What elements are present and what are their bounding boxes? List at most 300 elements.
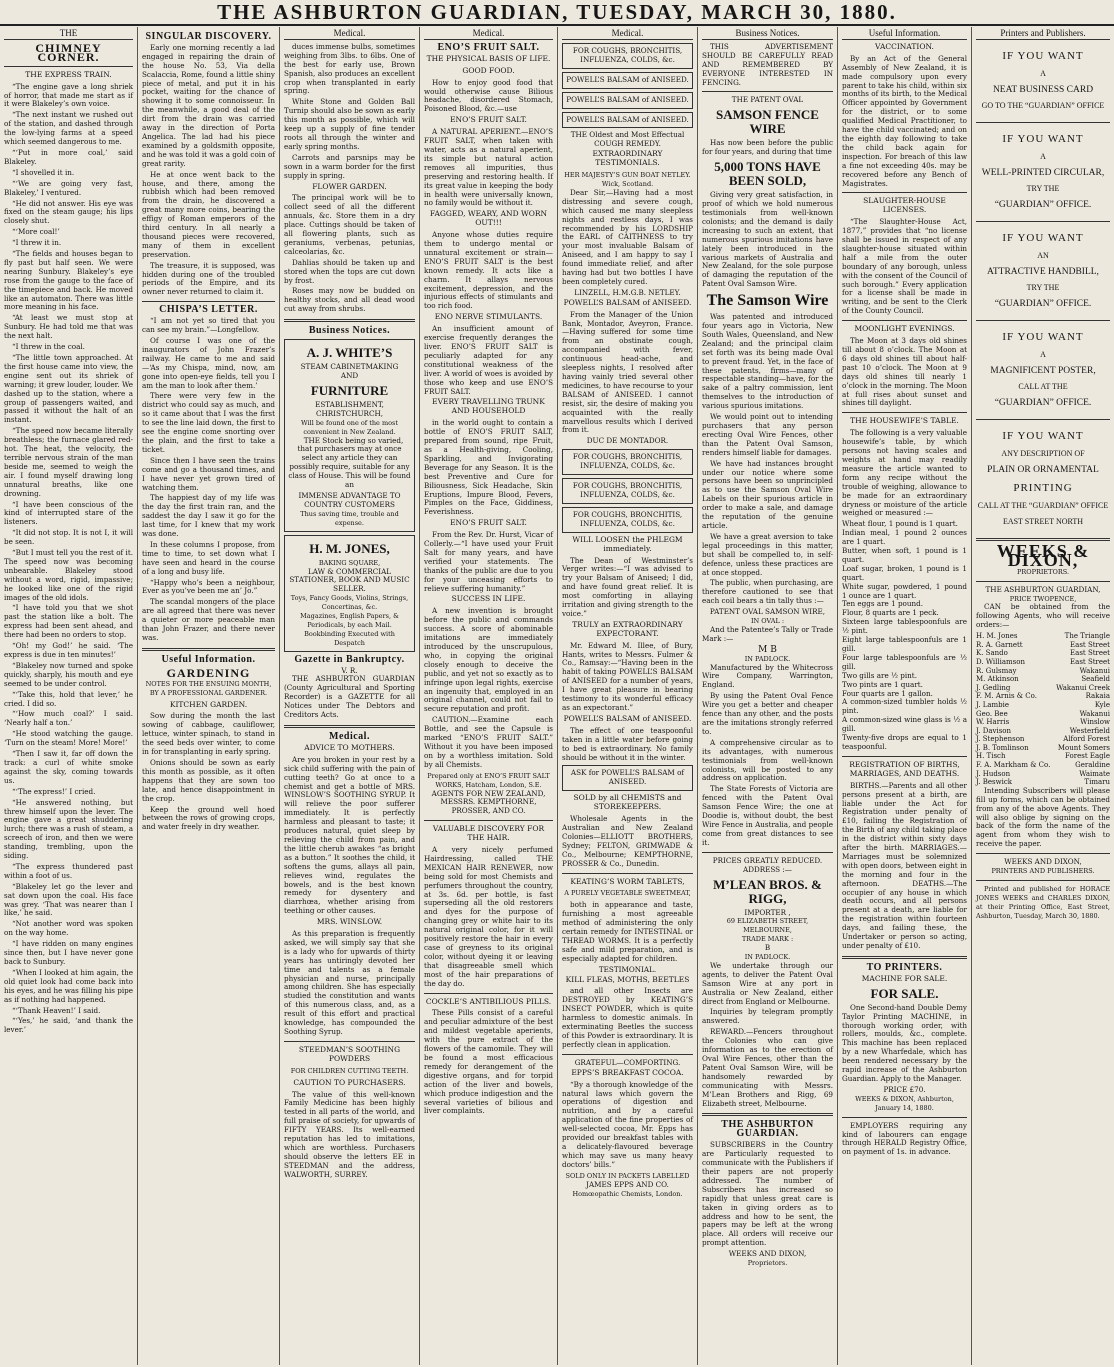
paragraph: “Blakeley let go the lever and sat down upon the coal. His face was grey. ‘That was nearer than I like,’ he said. [4,881,133,918]
article-body [142,44,275,297]
divider [424,993,553,994]
measure-line: Four quarts are 1 gallon. [842,688,933,698]
ad-address: EAST STREET NORTH [1002,516,1084,526]
paragraph: There were very few in the district who could say as much, and so it came about that I was the first to see the line laid down, the first to see the engine come snorting over the plain, and the first to take a ticket. [142,391,275,454]
imprint: Printed and published for HORACE JONES WEEKS and CHARLES DIXON, at their Printing Office, East Street, Ashburton, Tuesday, March 30, 1880. [976,885,1110,920]
housewife-title: THE HOUSEWIFE’S TABLE. [850,416,959,426]
paragraph: duces immense bulbs, sometimes weighing from 3lbs. to 6lbs. One of the best for early use, Brown Spanish, also produces an excellent crop when transplanted in early spring. [284,41,415,96]
printers-title: TO PRINTERS. [866,961,943,973]
price-line: PRICE TWOPENCE, [1009,594,1077,603]
paragraph: “Blakeley now turned and spoke quickly, sharply, his mouth and eye seemed to be under control. [4,660,133,688]
jones-trade: LAW & COMMERCIAL STATIONER, BOOK AND MUSIC SELLER. [289,566,410,594]
oldest-remedy: THE Oldest and Most Effectual COUGH REMEDY. [570,130,685,149]
gazette-body: THE ASHBURTON GUARDIAN (County Agricultural and Sporting Recorder) is a GAZETTE for all Notices under The Debtors and Creditors Acts. [284,674,415,720]
machine-price: PRICE £70. [883,1084,926,1094]
paragraph: “‘Put in more coal,’ said Blakeley. [4,147,133,166]
trade-b: B [764,943,771,953]
column-useful-info [838,27,972,1365]
measure-line: A common-sized tumbler holds ½ pint. [842,697,967,716]
paragraph: “He did not answer. His eye was fixed on the steam gauge; his lips closely shut. [4,198,133,226]
measures-list [842,520,967,752]
letter-title: CHISPA’S LETTER. [159,304,258,316]
sold-head: SOLD by all CHEMISTS and STOREKEEPERS. [573,793,682,812]
ad-office: “GUARDIAN” OFFICE. [994,397,1092,408]
paragraph: “He answered nothing, but threw himself upon the lever. The engine gave a great shuddering lurch; there was a rush of steam, a screech of iron, and then we were standing, trembling, upon the siding. [4,797,133,861]
proprietors: PROPRIETORS. [1016,567,1070,576]
agent-name: H. M. Jones [976,632,1018,641]
divider [142,301,275,302]
paragraph: Roses may now be budded on healthy stocks, and all dead wood cut away from shrubs. [284,286,415,314]
measure-line: A common-sized wine glass is ½ a gill. [842,715,967,734]
column-header: THE [4,29,133,40]
agent-row [976,744,1110,753]
paragraph: Early one morning recently a lad engaged in repairing the drain of the house No. 53, Via della Scalaccia, Rome, found a little shiny piece of metal, and put it in his pocket, waiting for the chance of showing it to some connoisseur. In the meanwhile, a good deal of the dirt from the drain was carried away in the direction of Porta Angelica. The lad had his piece examined by a goldsmith opposite, and he was told it was a gold coin of great rarity. [142,42,275,168]
ad-text: ANY DESCRIPTION OF [1001,448,1085,458]
agent-name: F. A. Markham & Co. [976,761,1051,770]
measure-line: Four large tablespoonfuls are ½ gill. [842,652,967,671]
sold-body: Wholesale Agents in the Australian and New Zealand Colonies—ELLIOTT BROTHERS, Sydney; FELTON, GRIMWADE & Co., Melbourne; KEMPTHORNE, PROSSER & Co., Dunedin. [562,814,693,868]
business-card-ad [976,50,1110,112]
extra-sub: HER MAJESTY’S GUN BOAT NETLEY. Wick, Scotland. [564,171,691,188]
agent-row [976,692,1110,701]
powell-ads [562,43,693,129]
column-header: Printers and Publishers. [976,29,1110,40]
agent-place: East Street [1070,640,1110,649]
tally: PATENT OVAL SAMSON WIRE, [709,607,826,617]
ad-text: NEAT BUSINESS CARD [992,84,1094,95]
truly-head: TRULY an EXTRAORDINARY EXPECTORANT. [572,619,683,638]
eno-agents: AGENTS FOR NEW ZEALAND, [431,788,546,798]
mclean-address: 69 ELIZABETH STREET, MELBOURNE, [726,917,809,935]
divider [842,192,967,193]
agent-place: Timaru [1084,778,1110,787]
epps-body: “By a thorough knowledge of the natural laws which govern the operations of digestion and nutrition, and by a careful application of the fine properties of well-selected cocoa, Mr. Epps has provided our breakfast tables with a delicately-flavoured beverage which may save us many heavy doctors’ bills.” [562,1079,693,1169]
agent-place: East Street [1070,649,1110,658]
column-header: Medical. [424,29,553,40]
measure-line: Two gills are ½ pint. [842,670,917,680]
epps-name: JAMES EPPS AND CO. [586,1179,669,1189]
advert-box: FOR COUGHS, BRONCHITIS, INFLUENZA, COLDS, &c. [562,43,693,69]
slaughter-body: “The Slaughter-House Act, 1877,” provides that “no license shall be issued in respect of any slaughter-house situated within half a mile from the outer boundary of any borough, unless with the consent of the Council of such borough.” Every application for a license shall be made in writing, and be sent to the Clerk of the County Council. [842,217,967,316]
advert-box: FOR COUGHS, BRONCHITIS, INFLUENZA, COLDS, &c. [562,507,693,533]
agent-place: Winslow [1080,718,1110,727]
divider [976,880,1110,881]
extra-sign: LINZELL, H.M.G.B. NETLEY. [574,287,681,297]
agent-name: R. A. Garnett [976,640,1023,649]
column-powell [558,27,698,1365]
agent-place: Wakanui Creek [1056,683,1110,692]
winslow-body: As this preparation is frequently asked, we will simply say that she is a lady who for upwards of thirty years has untiringly devoted her time and talents as a female physician and nurse, principally among children. She has especially studied the constitution and wants of this numerous class, and, as a result of this effort and practical knowledge, has compounded the Soothing Syrup. [284,929,415,1036]
agent-name: F. M. Arnis & Co. [976,692,1037,701]
ad-go: TRY THE [1026,183,1060,193]
jones-goods: Toys, Fancy Goods, Violins, Strings, Concertinas, &c. [290,594,409,612]
caution-body: CAUTION.—Examine each Bottle, and see the Capsule is marked “ENO’S FRUIT SALT.” Without it you have been imposed on by a worthless imitation. Sold by all Chemists. [424,715,553,769]
paragraph: Of course I was one of the inaugurators of John Frazer’s railway. He came to me and said—‘As my Chispa, mind, now, am gone into open-eye fields, tell you I am the man to look after them.’ [142,336,275,390]
agent-place: The Triangle [1064,632,1110,641]
agent-place: Westerfield [1069,726,1110,735]
agent-name: J. B. Tomlinson [976,743,1029,752]
paragraph: He at once went back to the house, and there, among the rubbish which had been removed from the drain, he discovered a great many more coins, bearing the effigy of Roman emperors of the third century. In all nearly a thousand pieces were recovered, many of them in excellent preservation. [142,169,275,259]
agent-place: Seafield [1081,675,1110,684]
divider [424,820,553,821]
keating-sub: A PURELY VEGETABLE SWEETMEAT, [564,889,691,898]
paragraph: “He stood watching the gauge. ‘Turn on the steam! More! More!’ [4,729,133,748]
powell-body: From the Manager of the Union Bank, Montador, Aveyron, France.—Having suffered for some time from an obstinate cough, accompanied with fever, continuous head-ache, and sleepless nights, I resolved after having vainly tried several other medicines, to have recourse to your BALSAM of ANISEED. I cannot resist, sir, the desire of making you acquainted with the really marvellous results which I derived from it. [562,309,693,435]
advert-box: FOR COUGHS, BRONCHITIS, INFLUENZA, COLDS, &c. [562,478,693,504]
column-header: Medical. [562,29,693,40]
gazette-title: Gazette in Bankruptcy. [294,653,405,665]
paragraph: White Stone and Golden Ball Turnip should also be sown as early this month as possible, which will keep up a supply of fine tender roots all through the winter and early spring months. [284,97,415,151]
paragraph: The treasure, it is supposed, was hidden during one of the troubled periods of the Empire, and its owner never returned to claim it. [142,260,275,297]
advert-box: POWELL’S BALSAM of ANISEED. [562,72,693,89]
eno-title: ENO’S FRUIT SALT. [437,41,540,53]
epps-foot: SOLD ONLY IN PACKETS LABELLED [565,1171,690,1180]
paragraph: “I have been conscious of the kind of interrupted stare of the listeners. [4,499,133,527]
ad-office: “GUARDIAN” OFFICE. [994,298,1092,309]
whitecross: Manufactured by the Whitecross Wire Company, Warrington, England. [702,662,833,690]
divider [842,1117,967,1118]
ad-lead: IF YOU WANT [1002,231,1084,244]
advert-box: FOR COUGHS, BRONCHITIS, INFLUENZA, COLDS, &c. [562,449,693,475]
nerve-head: ENO NERVE STIMULANTS. [434,312,543,322]
paragraph: Carrots and parsnips may be sown in a warm border for the first supply in spring. [284,152,415,180]
divider [702,1113,833,1116]
paragraph: “I am not yet so tired that you can see my brain.”—Longfellow. [142,316,275,335]
state-body: The State Forests of Victoria are fenced with the Patent Oval Samson Fence Wire; the one at Doodie is, without doubt, the best Wire Fence in Australia, and people come from great distances to see it. [702,784,833,847]
moon-body: The Moon at 3 days old shines till about 8 o’clock. The Moon at 6 days old shines till about half-past 10 o’clock. The Moon at 9 days old shines till nearly 1 o’clock in the morning. The Moon at full rises about sunset and shines till daylight. [842,336,967,408]
public-body: The public, when purchasing, are therefore cautioned to see that each coil bears a tin tally thus :— [702,578,833,606]
ad-text: PLAIN OR ORNAMENTAL [987,464,1099,475]
trade: TRADE MARK : [741,935,794,944]
divider [976,419,1110,420]
white-line: Will be found one of the most convenient in New Zealand. [301,418,398,436]
business-title: Business Notices. [308,325,391,337]
machine-sign: WEEKS & DIXON, Ashburton, January 14, 1880. [855,1094,954,1112]
printing-ad [976,430,1110,528]
paragraph: Keep the ground well hoed between the rows of growing crops, and water freely in dry weather. [142,804,275,832]
agent-place: Wakanui [1079,709,1110,718]
divider [142,648,275,651]
paragraph: The principal work will be to collect seed of all the different annuals, &c. Store them in a dry place. Cuttings should be taken of all flowering plants, such as geraniums, verbenas, petunias, calceolarias, &c. [284,193,415,256]
gardening-body [142,712,275,832]
machine-title: MACHINE FOR SALE. [861,973,948,983]
paragraph: “Oh! my God!’ he said. ‘The express is due in ten minutes!’ [4,641,133,659]
employers: EMPLOYERS requiring any kind of labourers can engage through HERALD Registry Office, on payment of 1s. in advance. [842,1120,967,1157]
ad-go: CALL AT THE [1018,381,1068,391]
agent-place: Forest Eagle [1065,752,1110,761]
mothers-body: Are you broken in your rest by a sick child suffering with the pain of cutting teeth? Go at once to a chemist and get a bottle of MRS. WINSLOW’S SOOTHING SYRUP. It will relieve the poor sufferer immediately. It is perfectly harmless and pleasant to taste; it produces natural, quiet sleep by relieving the child from pain, and the little cherub awakes “as bright as a button.” It soothes the child, it softens the gums, allays all pain, relieves wind, regulates the bowels, and is the best known remedy for dysentery and diarrhœa, whether arising from teething or other causes. [284,754,415,916]
ad-mid: AN [1037,250,1049,260]
paragraph: Since then I have seen the trains come and go a thousand times, and I have never yet grown tired of watching them. [142,455,275,492]
ad-go: TRY THE [1026,282,1060,292]
divider [842,320,967,321]
eno-para: How to enjoy good food that would otherwise cause Bilious headache, disordered Stomach, Poisoned Blood, &c.—use [424,77,553,114]
white-line: AND [340,371,359,380]
agent-row [976,727,1110,736]
measure-line: Wheat flour, 1 pound is 1 quart. [842,519,958,529]
column-header: Useful Information. [842,29,967,40]
column-header: Business Notices. [702,29,833,40]
column-samson [698,27,838,1365]
divider [562,1054,693,1055]
agent-row [976,735,1110,744]
ad-go: CALL AT THE “GUARDIAN” OFFICE [977,500,1109,510]
gardening-subtitle: NOTES FOR THE ENSUING MONTH, BY A PROFESSIONAL GARDENER. [145,679,272,697]
paragraph: “‘The express!’ I cried. [12,786,96,796]
patent-body: Giving very great satisfaction, in proof of which we hold numerous testimonials from well-known colonists; and the demand is daily increasing to such an extent, that numerous spurious imitations have lately been introduced in the various markets of Australia and New Zealand, for the sole purpose of damaging the reputation of the Patent Oval Samson Wire. [702,190,833,289]
paragraph: “‘Thank Heaven!’ I said. [12,1005,101,1015]
epps-address: Homœopathic Chemists, London. [572,1189,683,1198]
paragraph: The happiest day of my life was the day the first train ran, and the saddest the day I saw it go for the last time, for I knew that my work was done. [142,493,275,539]
for-sale: FOR SALE. [870,985,939,1001]
patent-body: Has now been before the public for four years, and during that time [702,138,833,157]
agent-name: J. Stephenson [976,735,1025,744]
jones-mags: Magazines, English Papers, & Periodicals, by each Mail. [300,612,399,629]
circular: A comprehensive circular as to its advantages, with numerous testimonials from well-known colonists, will be posted to any address on application. [702,737,833,783]
white-line: STEAM CABINETMAKING [300,362,399,372]
keating-head: KEATING’S WORM TABLETS, [570,876,685,886]
caution-head: CAUTION TO PURCHASERS. [293,1077,406,1087]
paragraph: Onions should be sown as early this month as possible, as it often happens that they are sown too late, and hence disappointment in the crop. [142,757,275,803]
eno-repeat: ENO’S FRUIT SALT. [450,115,527,125]
agent-row [976,649,1110,658]
padlock: IN PADLOCK. [744,953,791,962]
agent-row [976,667,1110,676]
divider [976,221,1110,222]
eno-agents2: MESSRS. KEMPTHORNE, PROSSER, AND CO. [440,797,537,816]
machine-body: One Second-hand Double Demy Taylor Printing MACHINE, in thorough working order, with rollers, moulds, &c., complete. This machine has been replaced by a new Wharfedale, which has been rendered necessary by the rapid increase of the Ashburton Guardian. Apply to the Manager. [842,1002,967,1083]
divider [976,853,1110,854]
prices: PRICES GREATLY REDUCED. [712,855,823,865]
kitchen-title: KITCHEN GARDEN. [169,699,248,709]
divider [842,412,967,413]
powell-head: POWELL’S BALSAM of ANISEED. [563,713,692,723]
travel-body: in the world ought to contain a bottle of ENO’S FRUIT SALT, prepared from sound, ripe Fruit, as a Health-giving, Cooling, Sparkling, and Invigorating Beverage for any Season. It is the best Preventive and Cure for Biliousness, Sick Headache, Skin Eruptions, Impure Blood, Fevers, Pimples on the Face, Giddiness, Feverishness. [424,418,553,517]
agent-row [976,761,1110,770]
weeks-dixon-sign: WEEKS AND DIXON, [1004,857,1082,867]
undertake: We undertake through our agents, to deliver the Patent Oval Samson Wire at any port in Australia or New Zealand, either direct from England or Melbourne. [702,960,833,1006]
circular-ad [976,133,1110,211]
divider [284,319,415,322]
handbill-ad [976,232,1110,310]
registration-body: BIRTHS.—Parents and all other persons present at a birth, are liable under the Act for Registration under penalty of £10, failing the Registration of the Birth of any child taking place in the district within sixty days after the birth. MARRIAGES.—Marriages must be solemnized with open doors, between eight in the morning and four in the afternoon. DEATHS.—The occupier of any house in which death occurs, and all persons present at a death, are liable for the registration within fourteen days, and failing these, the Undertaker or person so acting, under penalty of £10. [842,780,967,950]
epps-head: EPPS’S BREAKFAST COCOA. [571,1067,684,1077]
ad-lead: IF YOU WANT [1002,429,1084,442]
ad-office: “GUARDIAN” OFFICE. [994,199,1092,210]
divider [4,66,133,67]
agent-row [976,675,1110,684]
tally: And the Patentee’s Tally or Trade Mark :— [702,624,833,643]
warrant-body: We have a great aversion to take legal proceedings in this matter, but shall be compelled to, in self-defence, unless these practices are at once stopped. [702,531,833,577]
white-tail: Thus saving time, trouble and expense. [300,509,399,527]
jones-name: H. M. JONES, [309,540,390,556]
continued-body [284,43,415,181]
eno-address: Prepared only at ENO’S FRUIT SALT WORKS, Hatcham, London, S.E. [427,771,550,789]
label-body: We have had instances brought under our notice where some persons have been so unprincipled as to use the Samson Oval Wire Labels on their spurious article in order to make a sale, and damage the reputation of the genuine article. [702,458,833,530]
agent-name: J. Lambie [976,700,1010,709]
agent-row [976,701,1110,710]
white-name: A. J. WHITE’S [306,345,393,361]
gardening-title: GARDENING [166,665,251,680]
jones-address: BAKING SQUARE, [318,558,381,567]
column-chimney-corner [0,27,138,1365]
travel-head: EVERY TRAVELLING TRUNK AND HOUSEHOLD [432,397,545,416]
remember-notice: THIS ADVERTISEMENT SHOULD BE CAREFULLY READ AND REMEMBERED BY EVERYONE INTERESTED IN FENCING. [702,41,833,87]
ad-lead: IF YOU WANT [1002,132,1084,145]
housewife-body: The following is a very valuable housewife’s table, by which persons not having scales and weights at hand may readily measure the article wanted to form any recipe without the trouble of weighing, allowance to be made for an extraordinary dryness or moisture of the article weighed or measured :— [842,428,967,518]
poster-ad [976,331,1110,409]
paragraph: “The engine gave a long shriek of horror, that made me start as if it were Blakeley’s own voice. [4,81,133,109]
cough-ads [562,449,693,532]
paragraph: “‘We are going very fast, Blakeley,’ I ventured. [4,178,133,197]
paragraph: “‘Yes,’ he said, ‘and thank the lever.’ [4,1016,133,1035]
agent-row [976,718,1110,727]
guardian-body: SUBSCRIBERS in the Country are Particularly requested to communicate with the Publishers if their papers are not properly addressed. The number of Subscribers has increased so rapidly that unless great care is taken in giving orders as to address and how to be sent, the papers may be left at the wrong place. All orders will receive our prompt attention. [702,1140,833,1248]
keating-body: both in appearance and taste, furnishing a most agreeable method of administering the only certain remedy for INTESTINAL or THREAD WORMS. It is a perfectly safe and mild preparation, and is especially adapted for children. [562,900,693,963]
vaccination-body: By an Act of the General Assembly of New Zealand, it is made compulsory upon every parent to take his child, within six months of its birth, to the Medical Officer appointed by Government for the district, or to some qualified Medical Practitioner, to have the child vaccinated; and on the eighth day following to take the child back again for inspection. For breach of this law a fine not exceeding 40s. may be recovered before any Bench of Magistrates. [842,53,967,188]
agent-name: K. Sando [976,649,1008,658]
ad-text: PRINTING [1013,481,1073,494]
extra-head: EXTRAORDINARY TESTIMONIALS. [592,149,663,168]
guardian-name: THE ASHBURTON GUARDIAN, [985,584,1101,594]
measure-line: Ten eggs are 1 pound. [842,599,924,609]
medical-title: Medical. [329,731,370,742]
column-printers [972,27,1114,1365]
weeks-dixon-title: WEEKS & DIXON, [996,540,1090,570]
measure-line: Sixteen large tablespoonfuls are ½ pint. [842,617,967,636]
measure-line: Loaf sugar, broken, 1 pound is 1 quart. [842,563,967,582]
valuable-body: A very nicely perfumed Hairdressing, called THE MEXICAN HAIR RENEWER, now being sold for most Chemists and perfumers throughout the country, at 3s. 6d. per bottle, is fast superseding all the old restorers and dyes for the purpose of changing grey or white hair to its natural original color, for it will positively restore the hair in every case of greyness to its original color, without dyeing it or leaving that disagreeable smell which most of the hair preparations of the day do. [424,845,553,988]
loosen-body: The Dean of Westminster’s Verger writes:—“I was advised to try your Balsam of Aniseed; I did, and have found great relief. It is most comforting in allaying irritation and giving strength to the voice.” [562,555,693,618]
agent-place: Waimate [1079,769,1110,778]
measure-line: Indian meal, 1 pound 2 ounces are 1 quart. [842,528,967,547]
fagged-head: FAGGED, WEARY, AND WORN OUT!!! [429,209,548,228]
agent-place: Mount Somers [1057,743,1110,752]
divider [562,873,693,874]
paragraph: “Happy who’s been a neighbour, Ever as you’ve been me an’ Jo.” [142,577,275,596]
masthead: THE ASHBURTON GUARDIAN, TUESDAY, MARCH 30, 1880. [0,0,1114,26]
powell-head: POWELL’S BALSAM of ANISEED. [563,297,692,307]
duc-sign: DUC DE MONTADOR. [586,436,669,446]
padlock: IN PADLOCK. [744,654,791,663]
article-title: SINGULAR DISCOVERY. [145,31,272,42]
paragraph: “‘Take this, hold that lever,’ he cried. I did so. [4,689,133,708]
paragraph: The scandal mongers of the place are all agreed that there was never a quieter or more peaceable man than John Frazer, and there never was. [142,597,275,642]
white-line: CHRISTCHURCH, [315,408,384,418]
testimonial-head: TESTIMONIAL. [598,964,657,974]
paragraph: “I have ridden on many engines since then, but I have never gone back to Sunbury. [4,939,133,966]
ad-mid: A [1040,68,1046,78]
tons-sold: 5,000 TONS HAVE BEEN SOLD, [714,159,821,189]
white-line: FURNITURE [310,382,389,398]
column-discovery [138,27,280,1365]
nerve-body: An insufficient amount of exercise frequently deranges the liver. ENO’S FRUIT SALT is peculiarly adapted for any constitutional weakness of the liver. A world of woes is avoided by those who keep and use ENO’S FRUIT SALT. [424,324,553,396]
column-medical-business [280,27,420,1365]
agent-name: M. Atkinson [976,675,1019,684]
measure-line: Two pints are 1 quart. [842,679,923,689]
paragraph: “When I looked at him again, the old quiet look had come back into his eyes, and he was filling his pipe as if nothing had happened. [4,967,133,1004]
eno-extract-body: From the Rev. Dr. Hurst, Vicar of Collerly.—“I have used your Fruit Salt for many years, and have verified your statements. The thanks of the public are due to you for your unceasing efforts to relieve suffering humanity.” [424,530,553,593]
cockle-head: COCKLE’S ANTIBILIOUS PILLS. [425,996,552,1006]
divider [842,956,967,959]
reward: REWARD.—Fencers throughout the Colonies who can give information as to the erection of Oval Wire Fences, other than the Patent Oval Samson Wire, will be handsomely rewarded by communicating with Messrs. M’Lean Brothers and Rigg, 69 Elizabeth street, Melbourne. [702,1027,833,1108]
caution-body: The value of this well-known Family Medicine has been highly tested in all parts of the world, and full praise of society, for upwards of FIFTY YEARS. Its well-earned reputation has led to imitations, which are worthless. Purchasers should observe the letters EE in STEEDMAN and the address, WALWORTH, SURREY. [284,1089,415,1179]
agent-row [976,658,1110,667]
agent-name: J. Davison [976,726,1012,735]
agents-list [976,632,1110,787]
divider [976,320,1110,321]
letter-body [142,317,275,643]
divider [284,1041,415,1042]
guardian-sign2: Proprietors. [747,1259,788,1268]
divider [842,756,967,757]
agent-row [976,710,1110,719]
agent-name: J. Gedling [976,683,1011,692]
agent-place: Wakanui [1079,666,1110,675]
ad-lead: IF YOU WANT [1002,49,1084,62]
printers-publishers: PRINTERS AND PUBLISHERS. [991,867,1095,876]
address: ADDRESS :— [743,864,792,874]
white-advert [284,339,415,532]
grateful: GRATEFUL—COMFORTING. [574,1057,681,1067]
ad-mid: A [1040,151,1046,161]
agent-name: J. Beswick [976,778,1012,787]
paragraph: “I have told you that we shot past the station like a bolt. The express had been sent ahead, and there had been no orders to stop. [4,603,133,640]
steedman-head: STEEDMAN’S SOOTHING POWDERS [298,1044,401,1063]
agent-name: R. Gulsmay [976,666,1017,675]
column-header: Medical. [284,29,415,40]
agent-name: J. Hudson [976,769,1011,778]
divider [976,581,1110,582]
white-line: ESTABLISHMENT, [315,399,384,409]
fleas-head: KILL FLEAS, MOTHS, BEETLES [565,974,690,984]
measure-line: Flour, 8 quarts are 1 peck. [842,608,939,618]
warn-body: We would point out to intending purchasers that any person erecting Oval Wire Fences, other than the Patent Oval Samson, renders himself liable for damages. [702,412,833,457]
paragraph: “I threw in the coal. [12,342,85,352]
story-body [4,83,133,1036]
jones-advert [284,535,415,652]
powell-body: The effect of one teaspoonful taken in a little water before going to bed is extraordinary. No family should be without it in the winter. [562,725,693,762]
samson-big: The Samson Wire [706,292,829,310]
jones-bind: Bookbinding Executed with Despatch [304,629,395,647]
agent-place: Rakaia [1085,692,1110,701]
extra-body: Dear Sir,—Having had a most distressing and severe cough, which caused me many sleepless nights and restless days, I was recommended by his LORDSHIP the EARL of CAITHNESS to try your most invaluable Balsam of Aniseed, and I am happy to say I found immediate relief, and after having had but two bottles I have been completely cured. [562,187,693,286]
agent-name: D. Williamson [976,657,1025,666]
cockle-body: These Pills consist of a careful and peculiar admixture of the best and mildest vegetable aperients, with the pure extract of the flowers of the camomile. They will be found a most efficacious remedy for derangement of the digestive organs, and for torpid action of the liver and bowels, which produce indigestion and the several varieties of bilious and liver complaints. [424,1008,553,1116]
agent-place: Geraldine [1075,761,1110,770]
eno-sub2: GOOD FOOD. [462,65,515,75]
flower-title: FLOWER GARDEN. [312,181,387,191]
measure-line: White sugar, powdered, 1 pound 1 ounce are 1 quart. [842,581,967,600]
ad-text: WELL-PRINTED CIRCULAR, [981,167,1105,178]
truly-body: Mr. Edward M. Illee, of Bury, Hants, writes to Messrs. Fulmer & Co., Ramsay:—“Having been in the habit of taking POWELL’S BALSAM of ANISEED for a number of years, I have great pleasure in bearing testimony to its wonderful efficacy as an expectorant.” [562,640,693,712]
registration-title: REGISTRATION OF BIRTHS, MARRIAGES, AND DEATHS. [849,759,960,778]
column-eno [420,27,558,1365]
paragraph: Dahlias should be taken up and stored when the tops are cut down by frost. [284,257,415,285]
section-title: CHIMNEY CORNER. [35,40,102,64]
ad-text: ATTRACTIVE HANDBILL, [987,266,1099,277]
paragraph: “I threw it in. [12,238,62,248]
advert-box: POWELL’S BALSAM of ANISEED. [562,112,693,129]
success-head: SUCCESS IN LIFE. [451,594,526,604]
paragraph: “‘More coal!’ [12,227,60,237]
divider [702,852,833,853]
intending: Intending Subscribers will please fill up forms, which can be obtained from any of the above Agents. They will also oblige by signing on the back of the form the name of the agent from whom they wish to receive the paper. [976,785,1110,849]
agent-name: Geo. Bee [976,709,1008,718]
paragraph: “At least we must stop at Sunbury. He had told me that was the next halt. [4,313,133,341]
paragraph: “But I must tell you the rest of it. The speed now was becoming unbearable. Blakeley stood without a word, rigid, impassive; he looked like one of the rigid images of the old idols. [4,548,133,602]
ad-text: MAGNIFICENT POSTER, [990,365,1096,376]
